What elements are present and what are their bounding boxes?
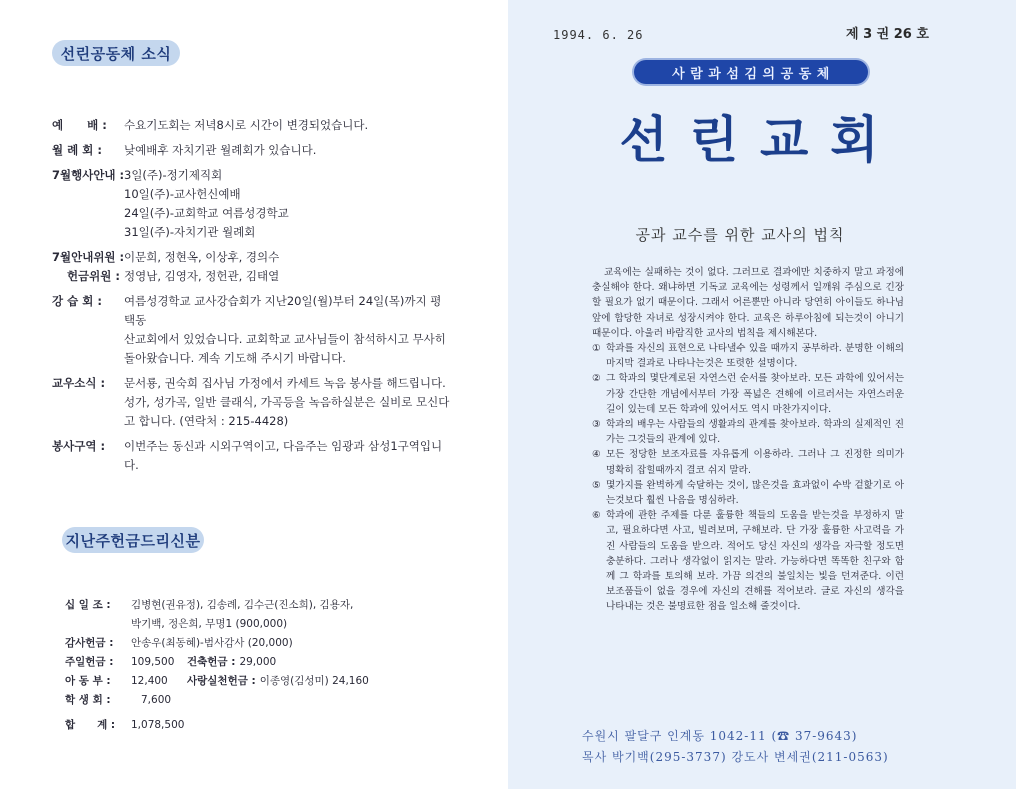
offering-value: 12,400 <box>131 675 168 687</box>
info-row <box>52 374 452 393</box>
info-row <box>52 141 452 160</box>
offering-label: 아 동 부 : <box>65 675 111 687</box>
info-line: 돌아왔습니다. 계속 기도해 주시기 바랍니다. <box>124 351 346 365</box>
article-rule <box>592 341 904 371</box>
pastor-contacts: 목사 박기백(295-3737) 강도사 변세권(211-0563) <box>582 750 889 764</box>
church-address: 수원시 팔달구 인계동 1042-11 (☎ 37-9643) <box>582 729 858 743</box>
church-news <box>52 116 452 475</box>
info-row <box>52 267 452 286</box>
july-event: 10일(주)-교사헌신예배 <box>124 187 241 201</box>
rule-text: 몇가지를 완벽하게 숙달하는 것이, 많은것을 효과없이 수박 겉핥기로 아는것보다 훨씬 나음을 명심하라. <box>606 479 904 507</box>
article-title: 공과 교수를 위한 교사의 법칙 <box>635 226 845 244</box>
offering-names: 박기백, 정은희, 무명1 (900,000) <box>131 618 288 630</box>
info-row <box>52 248 452 267</box>
info-text: 여름성경학교 교사강습회가 지난20일(월)부터 24일(목)까지 평택동 <box>124 294 442 327</box>
july-event: 24일(주)-교회학교 여름성경학교 <box>124 206 289 220</box>
offering-row <box>65 691 465 710</box>
offering-names: 김병현(권유정), 김송례, 김수근(진소희), 김용자, <box>131 599 354 611</box>
info-text: 정영남, 김영자, 정헌관, 김태열 <box>124 269 280 283</box>
offering-section-title: 지난주헌금드리신분 <box>62 527 204 553</box>
motto-banner: 사 람 과 섬 김 의 공 동 체 <box>634 60 868 84</box>
article-rule <box>592 417 904 447</box>
offering-label: 합 계 : <box>65 719 116 731</box>
offering-label: 감사헌금 : <box>65 637 114 649</box>
info-line: 고 합니다. (연락처 : 215-4428) <box>124 414 289 428</box>
info-row <box>52 166 452 185</box>
rule-text: 학과를 자신의 표현으로 나타낼수 있을 때까지 공부하라. 분명한 이해의 마지막 결과로 나타나는것은 또렷한 설명이다. <box>606 343 904 370</box>
bulletin-date: 1994. 6. 26 <box>553 28 644 42</box>
offering-row <box>65 653 465 672</box>
church-name: 선린교회 <box>619 110 901 169</box>
info-text: 이문희, 정현옥, 이상후, 경의수 <box>124 250 280 264</box>
offering-label: 건축헌금 : <box>187 656 236 668</box>
offering-list <box>65 596 465 735</box>
info-row <box>52 116 452 135</box>
info-label: 교우소식 : <box>52 376 106 390</box>
info-label: 강 습 회 : <box>52 294 102 308</box>
offering-label: 주일헌금 : <box>65 656 114 668</box>
rule-number: ① <box>592 343 601 355</box>
rule-number: ⑥ <box>592 510 601 522</box>
offering-label: 학 생 회 : <box>65 694 111 706</box>
offering-value: 안송우(최동혜)-범사감사 (20,000) <box>131 637 293 649</box>
news-section-title: 선린공동체 소식 <box>52 40 180 66</box>
rule-number: ⑤ <box>592 479 601 491</box>
rule-text: 그 학과의 몇단계로된 자연스런 순서를 찾아보라. 모든 과학에 있어서는 가장 간단한 개념에서부터 가장 폭넓은 견해에 이르러서는 자연스러운 길이 있는데 모든 학과에 있어서도 역시 마찬가지이다. <box>606 373 904 415</box>
offering-value: 109,500 <box>131 656 175 668</box>
info-line: 산교회에서 있었습니다. 교회학교 교사님들이 참석하시고 무사히 <box>124 332 446 346</box>
info-label: 헌금위원 : <box>66 269 120 283</box>
article-rule <box>592 371 904 417</box>
info-text: 수요기도회는 저녁8시로 시간이 변경되었습니다. <box>124 118 369 132</box>
info-line: 성가, 성가곡, 일반 클래식, 가곡등을 녹음하실분은 실비로 모신다 <box>124 395 450 409</box>
rule-text: 학과에 관한 주제를 다룬 훌륭한 책들의 도움을 받는것을 부정하지 말고, 필요하다면 사고, 빌려보며, 구해보라. 단 가장 훌륭한 사고력을 가진 사람들의 도움을 받으라. 적어도 당신 자신의 생각을 자극할 정도면 충분하다. 그러나 생각없이 읽지는 말라. 가능하다면 똑똑한 친구와 함께 그 학과를 토의해 보라. 가끔 의견의 불일치는 빛을 던져준다. 이런 보조품들이 없을 경우에 자신의 견해를 적어보라. 글로 자신의 생각을 나타내는 것은 불명료한 점을 일소해 줄것이다. <box>606 510 904 613</box>
offering-value: 7,600 <box>141 694 172 706</box>
info-row <box>52 292 452 330</box>
info-text: 이번주는 동신과 시외구역이고, 다음주는 임광과 삼성1구역입니다. <box>124 439 443 472</box>
issue-number: 제 3 권 26 호 <box>846 27 929 42</box>
article-rule <box>592 508 904 614</box>
july-event: 31일(주)-자치기관 월례회 <box>124 225 256 239</box>
info-text: 문서룡, 권숙희 집사님 가정에서 카세트 녹음 봉사를 해드립니다. <box>124 376 446 390</box>
info-text: 낮예배후 자치기관 월례회가 있습니다. <box>124 143 317 157</box>
offering-row <box>65 634 465 653</box>
info-label: 월 례 회 : <box>52 143 102 157</box>
article-rule <box>592 447 904 477</box>
info-row <box>52 437 452 475</box>
offering-total: 1,078,500 <box>131 719 185 731</box>
offering-row <box>65 672 465 691</box>
info-text: 3일(주)-정기제직회 <box>124 168 223 182</box>
offering-label: 사랑실천헌금 : <box>187 675 256 687</box>
info-label: 봉사구역 : <box>52 439 106 453</box>
info-label: 7월행사안내 : <box>52 168 125 182</box>
article-body <box>592 265 904 615</box>
offering-row <box>65 716 465 735</box>
rule-number: ② <box>592 373 601 385</box>
rule-text: 학과의 배우는 사람들의 생활과의 관계를 찾아보라. 학과의 실제적인 진가는 그것들의 관계에 있다. <box>606 419 904 446</box>
offering-value: 이종영(김성미) 24,160 <box>259 675 369 687</box>
article-intro: 교육에는 실패하는 것이 없다. 그러므로 결과에만 치중하지 말고 과정에 충실해야 한다. 왜냐하면 기독교 교육에는 성령께서 일깨워 주심으로 긴장할 필요가 없기 때문이다. 그래서 어른뿐만 아니라 당연히 아이들도 하나님 앞에 합당한 자녀로 성장시켜야 한다. 교육은 하루아침에 되는것이 아니기 때문이다. 아울러 바람직한 교사의 법칙을 제시해본다. <box>592 267 904 339</box>
rule-text: 모든 정당한 보조자료를 자유롭게 이용하라. 그러나 그 진정한 의미가 명확히 잡힐때까지 결코 쉬지 말라. <box>606 449 904 476</box>
rule-number: ④ <box>592 449 601 461</box>
offering-value: 29,000 <box>239 656 277 668</box>
offering-label: 십 일 조 : <box>65 599 111 611</box>
info-label: 예 배 : <box>52 118 107 132</box>
rule-number: ③ <box>592 419 601 431</box>
offering-row <box>65 596 465 615</box>
article-rule <box>592 478 904 508</box>
info-label: 7월안내위원 : <box>52 250 125 264</box>
